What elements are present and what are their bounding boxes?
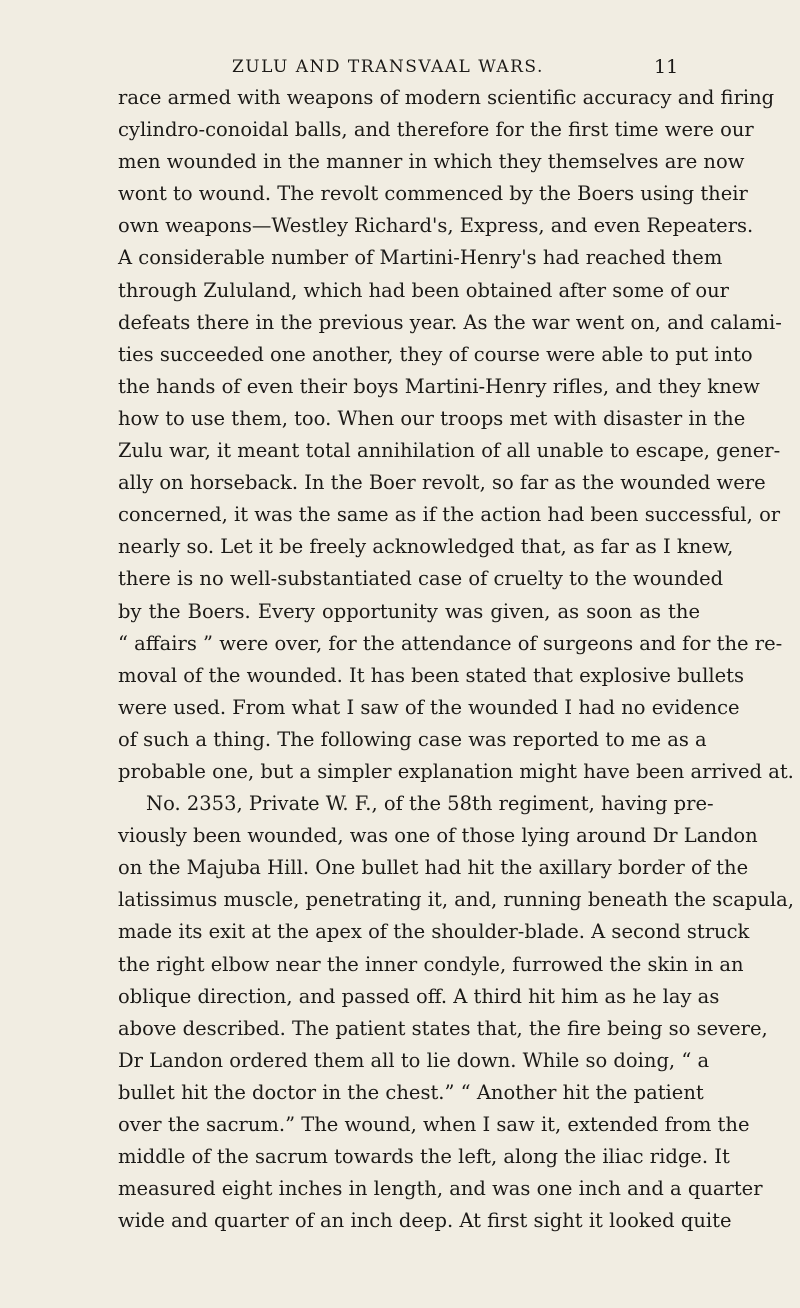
text-line: “ affairs ” were over, for the attendance of surgeons and for the re- <box>118 631 783 655</box>
text-line: probable one, but a simpler explanation might have been arrived at. <box>118 759 794 783</box>
body-text <box>118 82 794 1237</box>
text-line: through Zululand, which had been obtained after some of our <box>118 278 730 302</box>
text-line: the hands of even their boys Martini-Henry rifles, and they knew <box>118 374 760 398</box>
text-line: moval of the wounded. It has been stated that explosive bullets <box>118 663 744 687</box>
paragraph-first-line: No. 2353, Private W. F., of the 58th regiment, having pre- <box>146 792 714 816</box>
text-line: on the Majuba Hill. One bullet had hit the axillary border of the <box>118 856 749 880</box>
text-line: the right elbow near the inner condyle, furrowed the skin in an <box>118 952 744 976</box>
text-line: ties succeeded one another, they of course were able to put into <box>118 342 753 366</box>
text-line: defeats there in the previous year. As the war went on, and calami- <box>118 310 782 334</box>
text-line: Dr Landon ordered them all to lie down. While so doing, “ a <box>118 1048 710 1072</box>
text-line: middle of the sacrum towards the left, along the iliac ridge. It <box>118 1145 730 1169</box>
text-line: wide and quarter of an inch deep. At first sight it looked quite <box>118 1209 732 1233</box>
running-title: ZULU AND TRANSVAAL WARS. <box>232 57 544 77</box>
text-line: by the Boers. Every opportunity was given, as soon as the <box>118 599 700 623</box>
text-line: men wounded in the manner in which they themselves are now <box>118 150 745 174</box>
text-line: race armed with weapons of modern scientific accuracy and firing <box>118 86 775 109</box>
page-number: 11 <box>654 56 679 78</box>
text-line: made its exit at the apex of the shoulder-blade. A second struck <box>118 920 750 944</box>
text-line: over the sacrum.” The wound, when I saw it, extended from the <box>118 1113 750 1136</box>
text-line: ally on horseback. In the Boer revolt, so far as the wounded were <box>118 471 766 495</box>
text-line: of such a thing. The following case was reported to me as a <box>118 727 707 751</box>
text-line: measured eight inches in length, and was one inch and a quarter <box>118 1177 763 1201</box>
text-line: nearly so. Let it be freely acknowledged that, as far as I knew, <box>118 535 734 559</box>
text-line: concerned, it was the same as if the action had been successful, or <box>118 503 781 527</box>
running-head <box>0 52 800 82</box>
text-line: viously been wounded, was one of those lying around Dr Landon <box>118 824 758 848</box>
text-line: latissimus muscle, penetrating it, and, running beneath the scapula, <box>118 888 794 912</box>
text-line: there is no well-substantiated case of cruelty to the wounded <box>118 567 724 591</box>
text-line: cylindro-conoidal balls, and therefore for the first time were our <box>118 118 754 142</box>
text-line: wont to wound. The revolt commenced by the Boers using their <box>118 182 748 206</box>
text-line: how to use them, too. When our troops met with disaster in the <box>118 406 746 430</box>
text-line: A considerable number of Martini-Henry's had reached them <box>118 246 723 270</box>
text-line: above described. The patient states that, the fire being so severe, <box>118 1016 768 1040</box>
text-line: oblique direction, and passed off. A third hit him as he lay as <box>118 984 720 1008</box>
text-line: bullet hit the doctor in the chest.” “ Another hit the patient <box>118 1080 704 1104</box>
text-line: Zulu war, it meant total annihilation of all unable to escape, gener- <box>118 439 781 463</box>
text-line: own weapons—Westley Richard's, Express, and even Repeaters. <box>118 214 754 238</box>
text-line: were used. From what I saw of the wounded I had no evidence <box>118 695 740 719</box>
